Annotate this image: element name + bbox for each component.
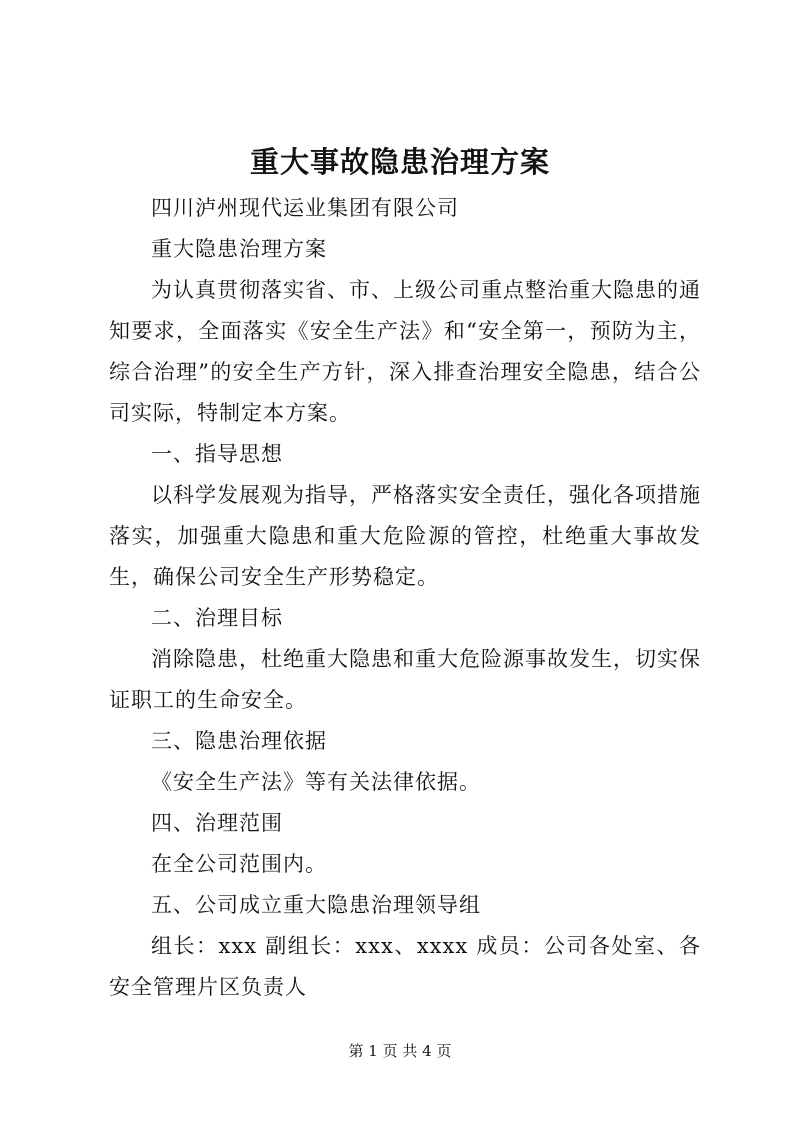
document-body xyxy=(109,188,701,1008)
section-heading-targets: 二、治理目标 xyxy=(151,606,283,630)
section-heading-scope: 四、治理范围 xyxy=(151,811,283,835)
page-footer: 第 1 页 共 4 页 xyxy=(348,1042,452,1060)
section-heading-guiding-thought: 一、指导思想 xyxy=(151,442,283,466)
targets-paragraph: 消除隐患，杜绝重大隐患和重大危险源事故发生，切实保证职工的生命安全。 xyxy=(109,647,701,712)
section-heading-basis: 三、隐患治理依据 xyxy=(151,729,327,753)
basis-paragraph: 《安全生产法》等有关法律依据。 xyxy=(151,770,481,794)
intro-paragraph: 为认真贯彻落实省、市、上级公司重点整治重大隐患的通知要求，全面落实《安全生产法》和“安全第一，预防为主，综合治理”的安全生产方针，深入排查治理安全隐患，结合公司实际，特制定本方案。 xyxy=(109,278,701,425)
leadership-group-paragraph: 组长：xxx 副组长：xxx、xxxx 成员：公司各处室、各安全管理片区负责人 xyxy=(109,934,701,999)
company-name: 四川泸州现代运业集团有限公司 xyxy=(151,196,459,220)
plan-subtitle: 重大隐患治理方案 xyxy=(151,237,327,261)
scope-paragraph: 在全公司范围内。 xyxy=(151,852,327,876)
guiding-thought-paragraph: 以科学发展观为指导，严格落实安全责任，强化各项措施落实，加强重大隐患和重大危险源的管控，杜绝重大事故发生，确保公司安全生产形势稳定。 xyxy=(109,483,701,589)
document-title: 重大事故隐患治理方案 xyxy=(249,145,550,179)
section-heading-leadership-group: 五、公司成立重大隐患治理领导组 xyxy=(151,893,481,917)
